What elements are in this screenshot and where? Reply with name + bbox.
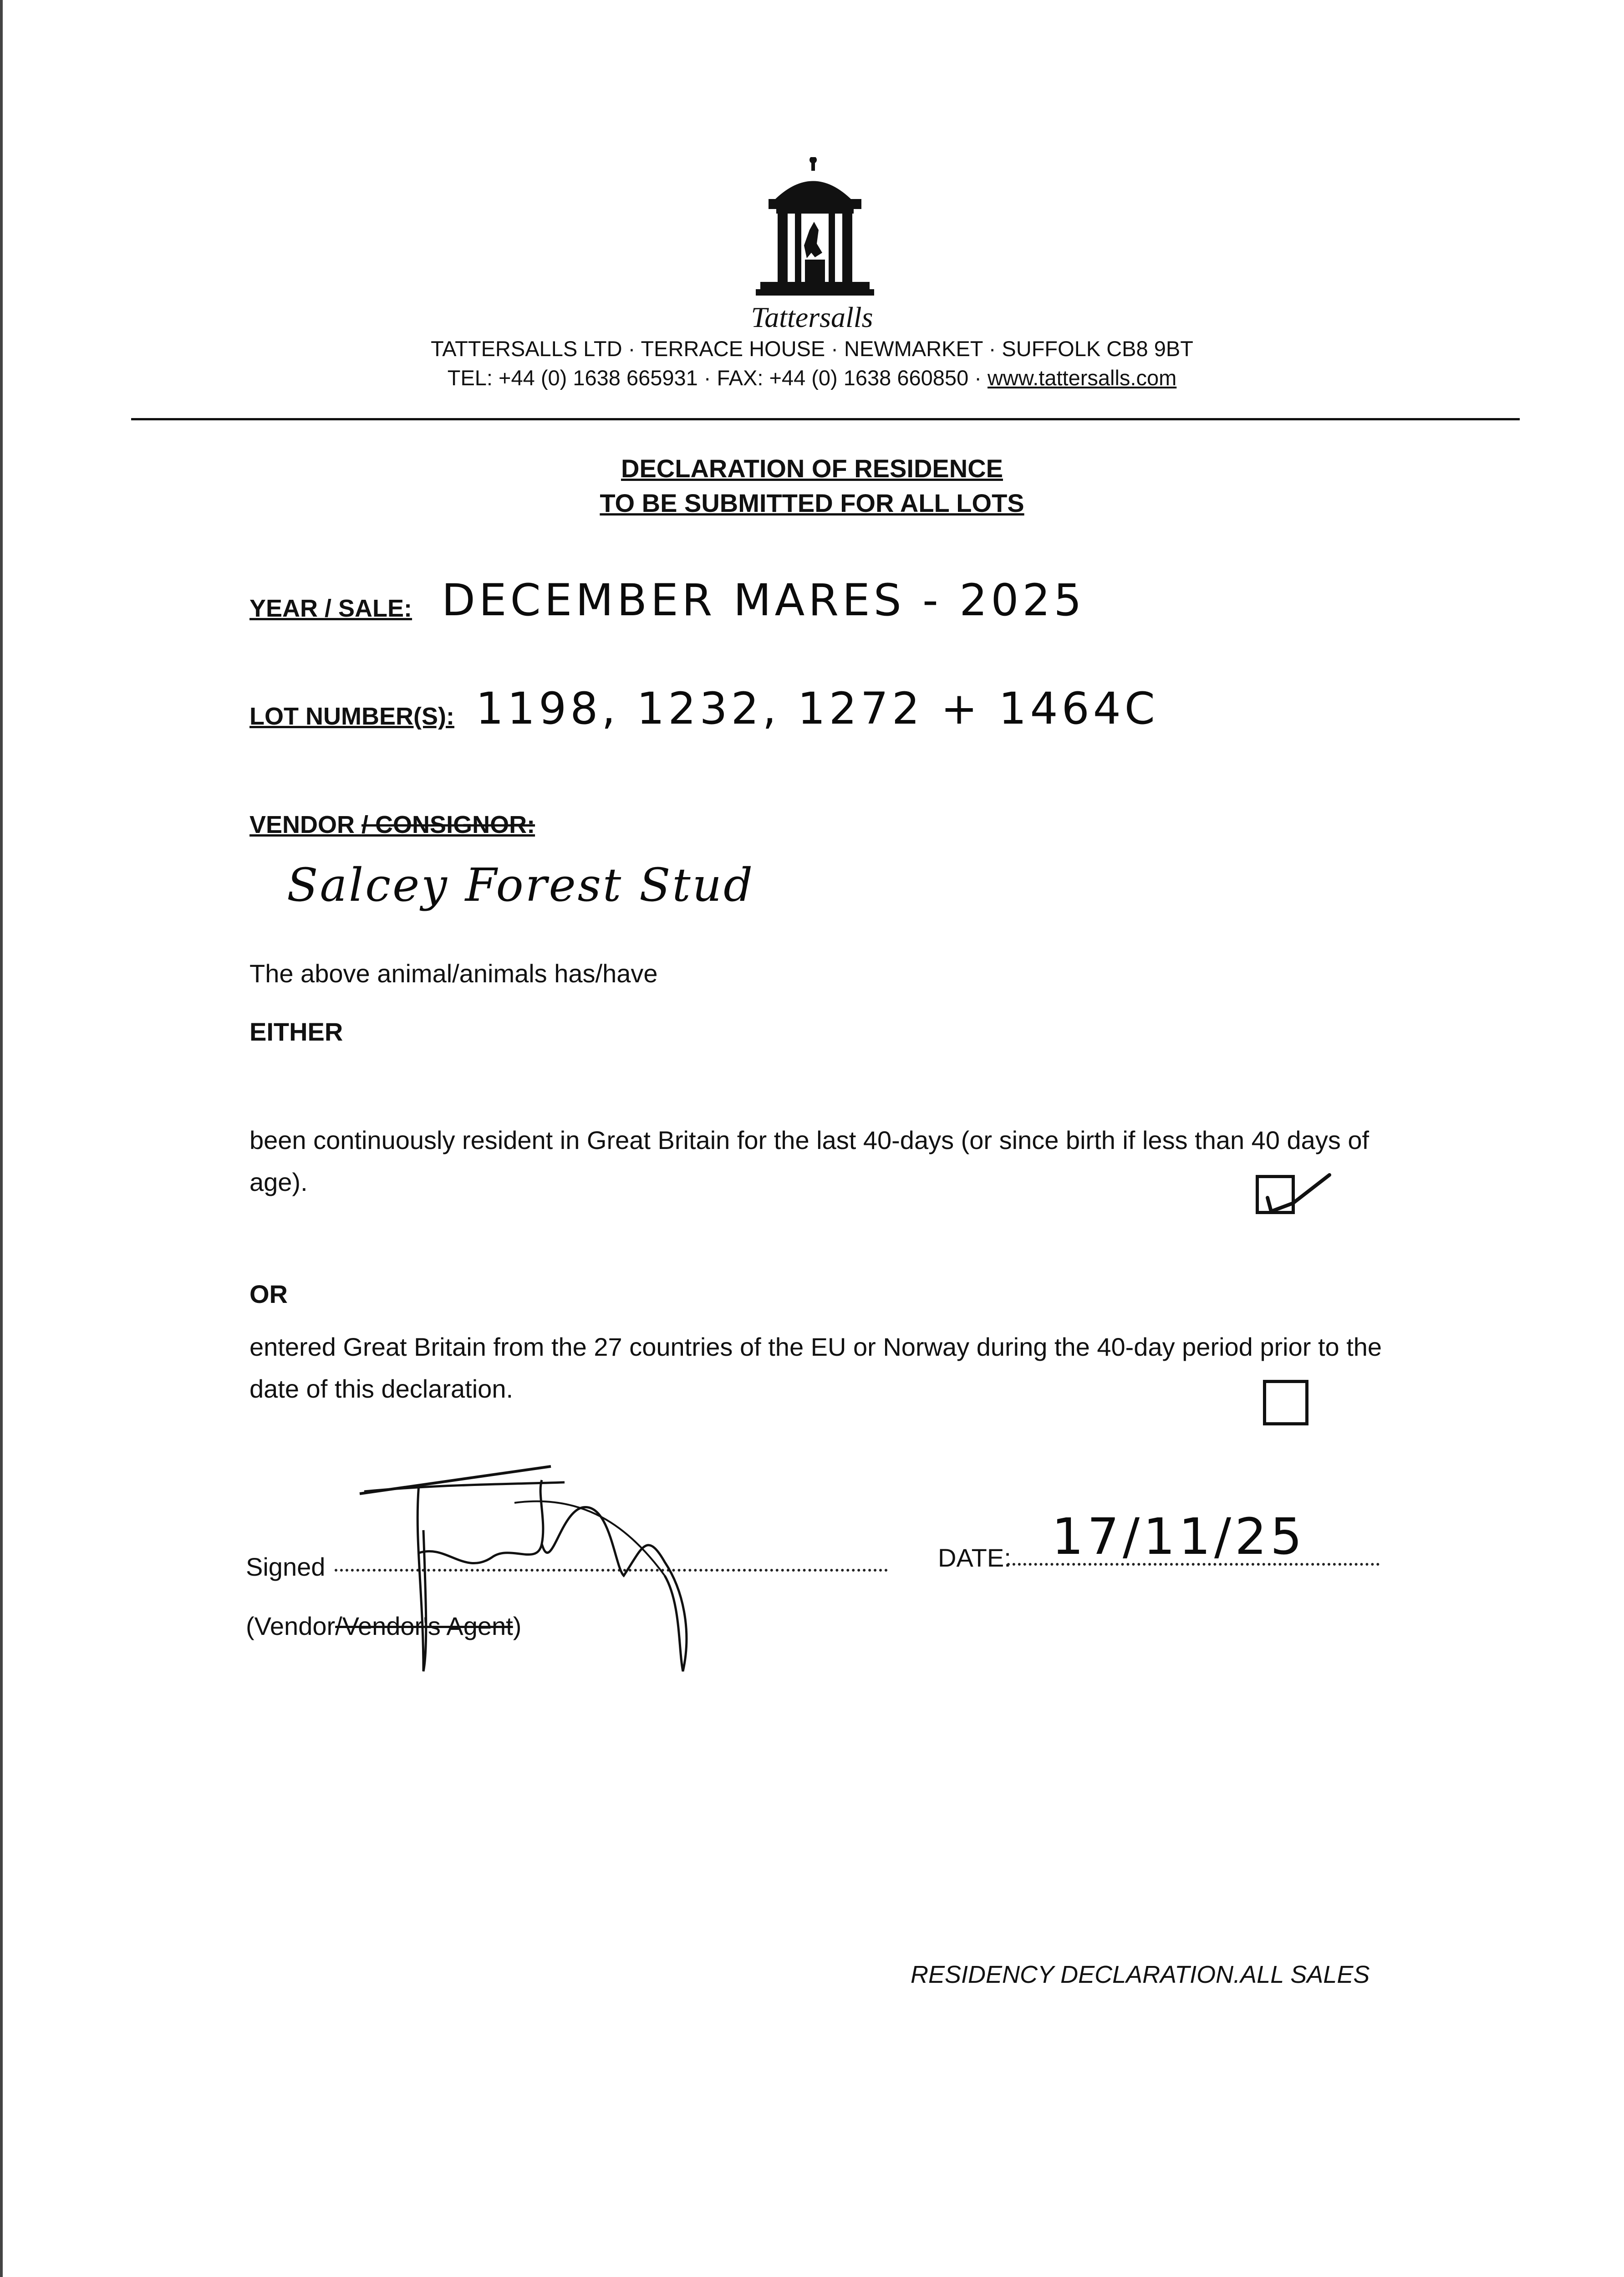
either-heading: EITHER <box>249 1017 343 1046</box>
date-value[interactable]: 17/11/25 <box>1052 1507 1306 1566</box>
company-contact <box>0 365 1624 390</box>
contact-numbers: TEL: +44 (0) 1638 665931 · FAX: +44 (0) 1638 660850 · <box>447 366 988 390</box>
signed-label: Signed <box>246 1552 326 1581</box>
document-title: DECLARATION OF RESIDENCE <box>621 454 1003 483</box>
handwritten-signature[interactable] <box>346 1457 756 1685</box>
company-address: TATTERSALLS LTD · TERRACE HOUSE · NEWMARKET · SUFFOLK CB8 9BT <box>431 337 1193 361</box>
document-subtitle: TO BE SUBMITTED FOR ALL LOTS <box>600 489 1024 517</box>
brand-name: Tattersalls <box>751 301 873 333</box>
lot-numbers-value[interactable]: 1198, 1232, 1272 + 1464C <box>476 683 1159 734</box>
option2-checkbox[interactable] <box>1263 1380 1308 1425</box>
form-footer: RESIDENCY DECLARATION.ALL SALES <box>911 1961 1370 1988</box>
date-label: DATE: <box>938 1543 1011 1572</box>
year-sale-label: YEAR / SALE: <box>249 595 412 622</box>
header-divider <box>131 418 1520 420</box>
or-heading: OR <box>249 1280 288 1308</box>
consignor-struck-text: / CONSIGNOR: <box>361 811 535 838</box>
vendor-value[interactable]: Salcey Forest Stud <box>287 858 755 912</box>
role-prefix: (Vendor <box>246 1612 336 1640</box>
option2-text: entered Great Britain from the 27 countries of the EU or Norway during the 40-day period prior to the date of this declaration. <box>249 1333 1382 1403</box>
year-sale-value[interactable]: DECEMBER MARES - 2025 <box>442 575 1085 626</box>
tattersalls-logo-icon <box>756 157 874 303</box>
vendor-label <box>249 811 535 839</box>
option1-text: been continuously resident in Great Britain for the last 40-days (or since birth if less than 40 days of age). <box>249 1126 1369 1196</box>
checkmark-icon <box>1261 1166 1334 1220</box>
lot-numbers-label: LOT NUMBER(S): <box>249 703 454 730</box>
website-link[interactable]: www.tattersalls.com <box>987 366 1177 390</box>
intro-text: The above animal/animals has/have <box>249 959 658 988</box>
vendor-agent-struck: /Vendor's Agent <box>335 1612 513 1640</box>
vendor-label-text: VENDOR <box>249 811 362 838</box>
role-suffix: ) <box>513 1612 522 1640</box>
